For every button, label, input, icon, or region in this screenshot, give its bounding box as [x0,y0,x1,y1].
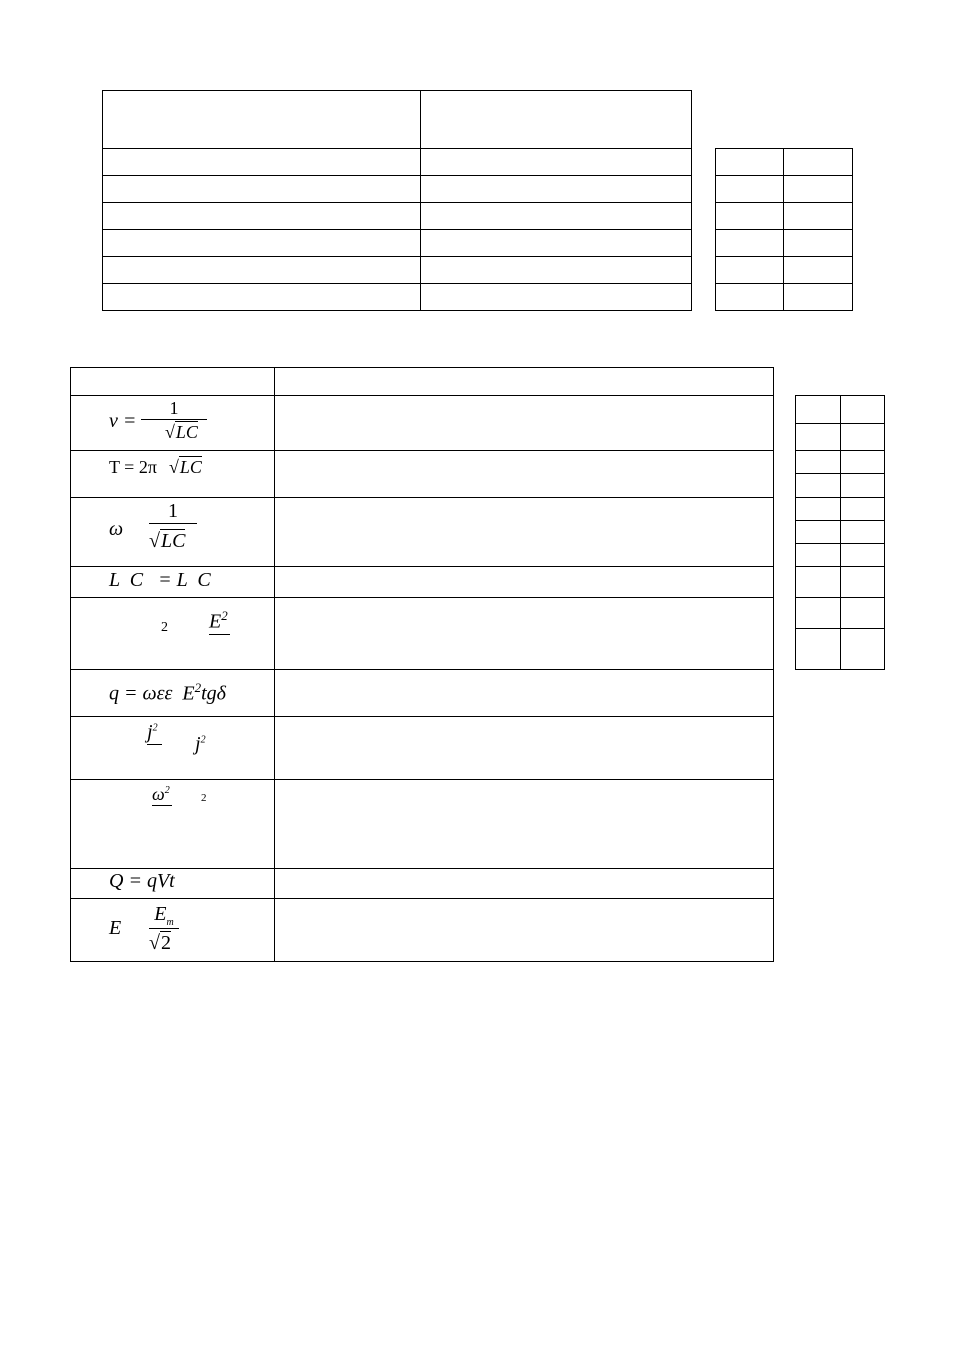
table-cell [421,203,692,230]
formula-cell [71,717,275,780]
table-1 [102,90,692,311]
formula-text: j [195,733,201,755]
table-cell [103,91,421,149]
answer-cell [796,567,841,598]
answer-cell [784,230,853,257]
table-cell [421,149,692,176]
answer-cell [841,424,885,451]
formula-numerator: E [209,610,222,633]
answer-cell [796,544,841,567]
answer-cell [841,567,885,598]
answer-cell [841,629,885,670]
answer-cell [716,230,784,257]
answer-cell [796,424,841,451]
formula-text: ν = [109,410,137,432]
answer-cell [796,396,841,424]
answer-cell [784,149,853,176]
table-cell [103,230,421,257]
description-cell [275,869,774,899]
answer-cell [784,203,853,230]
table-cell [103,203,421,230]
formula-text: Q = qVt [109,870,175,892]
answer-cell [784,176,853,203]
formula-cell: E $E_m$ √2 [71,899,275,962]
formula-text: L C = L C [109,569,211,591]
formula-cell [71,780,275,869]
header-cell [71,368,275,396]
description-cell [275,598,774,670]
formula-radicand: LC [179,457,202,477]
description-cell [275,899,774,962]
formula-numerator: ω [152,784,165,804]
description-cell [275,396,774,451]
formula-cell [71,567,275,598]
answer-cell [716,284,784,311]
formula-text: tgδ [201,682,226,705]
formula-denominator: LC [175,422,198,442]
formula-denominator: LC [160,530,186,552]
formula-cell [71,670,275,717]
description-cell [275,498,774,567]
formula-numerator: j [147,721,153,743]
table-cell [421,284,692,311]
formula-subscript: 2 [161,620,168,635]
formula-table [70,367,774,962]
answer-cell [716,149,784,176]
formula-denominator: 2 [160,932,171,954]
formula-cell [71,869,275,899]
answer-cell [841,474,885,498]
answer-cell [841,598,885,629]
table-cell [103,149,421,176]
answer-cell [796,521,841,544]
answer-cell [796,451,841,474]
formula-cell: T = 2π √LC [71,451,275,498]
answer-cell [841,544,885,567]
formula-exponent: 2 [200,734,206,746]
description-cell [275,670,774,717]
header-cell [275,368,774,396]
formula-numerator: 1 [141,398,207,420]
formula-text: E [109,917,122,939]
table-cell [103,257,421,284]
answer-cell [841,521,885,544]
answer-cell [841,396,885,424]
table-cell [421,257,692,284]
answer-cell [784,284,853,311]
table-1-answer-grid [715,148,853,311]
answer-cell [796,598,841,629]
answer-cell [716,176,784,203]
formula-exponent: 2 [221,608,228,623]
table-cell [421,176,692,203]
formula-cell [71,598,275,670]
answer-cell [796,629,841,670]
answer-cell [784,257,853,284]
formula-exponent: 2 [194,680,202,695]
formula-exponent: 2 [164,785,170,796]
description-cell [275,567,774,598]
formula-subscript: 2 [201,792,207,804]
table-cell [421,91,692,149]
formula-text: ω [109,518,124,540]
description-cell [275,451,774,498]
answer-cell [796,474,841,498]
answer-cell [716,203,784,230]
answer-cell [841,498,885,521]
table-cell [103,284,421,311]
formula-answer-grid [795,395,885,670]
answer-cell [716,257,784,284]
formula-cell: ω 1 √LC [71,498,275,567]
formula-subscript: m [166,917,174,928]
answer-cell [796,498,841,521]
table-cell [421,230,692,257]
formula-text: q = ωεε E [109,682,195,705]
description-cell [275,780,774,869]
formula-numerator: E [154,903,167,925]
formula-exponent: 2 [152,722,158,734]
formula-text: T = 2π [109,457,157,477]
formula-cell: ν = 1 √LC [71,396,275,451]
answer-cell [841,451,885,474]
formula-numerator: 1 [149,500,197,524]
description-cell [275,717,774,780]
table-cell [103,176,421,203]
